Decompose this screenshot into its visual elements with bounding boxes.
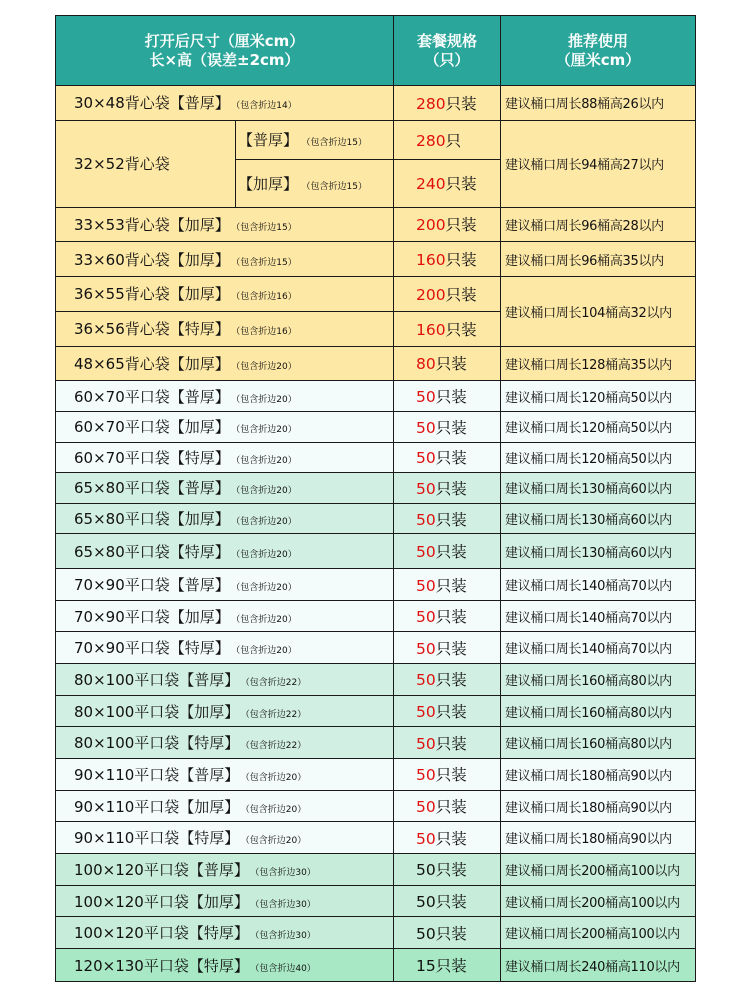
size-cell: 33×60背心袋【加厚】 （包含折边15）	[56, 242, 394, 277]
size-cell: 90×110平口袋【特厚】 （包含折边20）	[56, 822, 394, 854]
table-row	[56, 854, 696, 886]
table-row	[56, 120, 696, 159]
use-cell: 建议桶口周长180桶高90以内	[501, 790, 696, 822]
use-cell: 建议桶口周长160桶高80以内	[501, 695, 696, 727]
qty-cell: 50只装	[394, 411, 501, 442]
spec-table	[55, 15, 696, 982]
qty-cell: 50只装	[394, 503, 501, 534]
qty-cell: 280只	[394, 120, 501, 159]
size-cell: 36×55背心袋【加厚】 （包含折边16）	[56, 277, 394, 312]
header-package: 套餐规格 （只）	[394, 16, 501, 86]
use-cell: 建议桶口周长120桶高50以内	[501, 381, 696, 412]
use-cell: 建议桶口周长130桶高60以内	[501, 534, 696, 569]
use-cell: 建议桶口周长140桶高70以内	[501, 600, 696, 632]
qty-cell: 50只装	[394, 600, 501, 632]
table-row	[56, 664, 696, 696]
table-row	[56, 790, 696, 822]
table-row	[56, 277, 696, 312]
qty-cell: 50只装	[394, 854, 501, 886]
use-cell: 建议桶口周长180桶高90以内	[501, 822, 696, 854]
size-cell: 70×90平口袋【加厚】 （包含折边20）	[56, 600, 394, 632]
table-row	[56, 207, 696, 242]
use-cell: 建议桶口周长140桶高70以内	[501, 632, 696, 664]
table-row	[56, 695, 696, 727]
qty-cell: 200只装	[394, 207, 501, 242]
size-cell: 70×90平口袋【普厚】 （包含折边20）	[56, 569, 394, 601]
use-cell: 建议桶口周长130桶高60以内	[501, 503, 696, 534]
qty-cell: 50只装	[394, 695, 501, 727]
table-row	[56, 534, 696, 569]
qty-cell: 50只装	[394, 381, 501, 412]
table-row	[56, 381, 696, 412]
size-cell: 80×100平口袋【特厚】 （包含折边22）	[56, 727, 394, 759]
size-cell: 90×110平口袋【普厚】 （包含折边20）	[56, 759, 394, 791]
qty-cell: 50只装	[394, 917, 501, 949]
table-row	[56, 949, 696, 982]
size-cell: 65×80平口袋【特厚】 （包含折边20）	[56, 534, 394, 569]
thickness-cell: 【加厚】 （包含折边15）	[236, 159, 394, 207]
size-cell: 60×70平口袋【特厚】 （包含折边20）	[56, 442, 394, 473]
table-row	[56, 822, 696, 854]
use-cell: 建议桶口周长104桶高32以内	[501, 277, 696, 346]
qty-cell: 50只装	[394, 632, 501, 664]
table-row	[56, 346, 696, 381]
qty-cell: 50只装	[394, 442, 501, 473]
qty-cell: 160只装	[394, 311, 501, 346]
use-cell: 建议桶口周长96桶高28以内	[501, 207, 696, 242]
size-cell: 100×120平口袋【普厚】 （包含折边30）	[56, 854, 394, 886]
size-cell: 70×90平口袋【特厚】 （包含折边20）	[56, 632, 394, 664]
qty-cell: 50只装	[394, 569, 501, 601]
size-cell: 80×100平口袋【加厚】 （包含折边22）	[56, 695, 394, 727]
table-row	[56, 727, 696, 759]
use-cell: 建议桶口周长130桶高60以内	[501, 473, 696, 504]
qty-cell: 200只装	[394, 277, 501, 312]
qty-cell: 50只装	[394, 473, 501, 504]
qty-cell: 50只装	[394, 534, 501, 569]
size-cell: 48×65背心袋【加厚】 （包含折边20）	[56, 346, 394, 381]
table-row	[56, 632, 696, 664]
table-row	[56, 473, 696, 504]
qty-cell: 240只装	[394, 159, 501, 207]
table-row	[56, 242, 696, 277]
use-cell: 建议桶口周长120桶高50以内	[501, 411, 696, 442]
use-cell: 建议桶口周长180桶高90以内	[501, 759, 696, 791]
qty-cell: 50只装	[394, 759, 501, 791]
size-cell: 33×53背心袋【加厚】 （包含折边15）	[56, 207, 394, 242]
use-cell: 建议桶口周长200桶高100以内	[501, 854, 696, 886]
size-cell: 60×70平口袋【普厚】 （包含折边20）	[56, 381, 394, 412]
table-row	[56, 503, 696, 534]
use-cell: 建议桶口周长160桶高80以内	[501, 727, 696, 759]
use-cell: 建议桶口周长96桶高35以内	[501, 242, 696, 277]
table-row	[56, 442, 696, 473]
qty-cell: 80只装	[394, 346, 501, 381]
qty-cell: 160只装	[394, 242, 501, 277]
use-cell: 建议桶口周长140桶高70以内	[501, 569, 696, 601]
table-row	[56, 411, 696, 442]
qty-cell: 50只装	[394, 885, 501, 917]
thickness-cell: 【普厚】 （包含折边15）	[236, 120, 394, 159]
table-row	[56, 885, 696, 917]
use-cell: 建议桶口周长240桶高110以内	[501, 949, 696, 982]
qty-cell: 50只装	[394, 822, 501, 854]
size-cell: 65×80平口袋【加厚】 （包含折边20）	[56, 503, 394, 534]
header-size: 打开后尺寸（厘米cm） 长×高（误差±2cm）	[56, 16, 394, 86]
use-cell: 建议桶口周长128桶高35以内	[501, 346, 696, 381]
qty-cell: 15只装	[394, 949, 501, 982]
use-cell: 建议桶口周长88桶高26以内	[501, 86, 696, 121]
qty-cell: 280只装	[394, 86, 501, 121]
header-recommend: 推荐使用 （厘米cm）	[501, 16, 696, 86]
qty-cell: 50只装	[394, 790, 501, 822]
table-row	[56, 86, 696, 121]
size-cell: 80×100平口袋【普厚】 （包含折边22）	[56, 664, 394, 696]
use-cell: 建议桶口周长200桶高100以内	[501, 885, 696, 917]
size-cell: 36×56背心袋【特厚】 （包含折边16）	[56, 311, 394, 346]
use-cell: 建议桶口周长200桶高100以内	[501, 917, 696, 949]
qty-cell: 50只装	[394, 664, 501, 696]
table-row	[56, 917, 696, 949]
size-cell: 120×130平口袋【特厚】 （包含折边40）	[56, 949, 394, 982]
use-cell: 建议桶口周长120桶高50以内	[501, 442, 696, 473]
size-cell: 30×48背心袋【普厚】 （包含折边14）	[56, 86, 394, 121]
use-cell: 建议桶口周长160桶高80以内	[501, 664, 696, 696]
size-cell: 90×110平口袋【加厚】 （包含折边20）	[56, 790, 394, 822]
qty-cell: 50只装	[394, 727, 501, 759]
size-cell: 60×70平口袋【加厚】 （包含折边20）	[56, 411, 394, 442]
size-cell: 100×120平口袋【特厚】 （包含折边30）	[56, 917, 394, 949]
header-row	[56, 16, 696, 86]
table-row	[56, 569, 696, 601]
table-row	[56, 600, 696, 632]
size-cell: 32×52背心袋	[56, 120, 236, 207]
use-cell: 建议桶口周长94桶高27以内	[501, 120, 696, 207]
size-cell: 100×120平口袋【加厚】 （包含折边30）	[56, 885, 394, 917]
size-cell: 65×80平口袋【普厚】 （包含折边20）	[56, 473, 394, 504]
table-row	[56, 759, 696, 791]
